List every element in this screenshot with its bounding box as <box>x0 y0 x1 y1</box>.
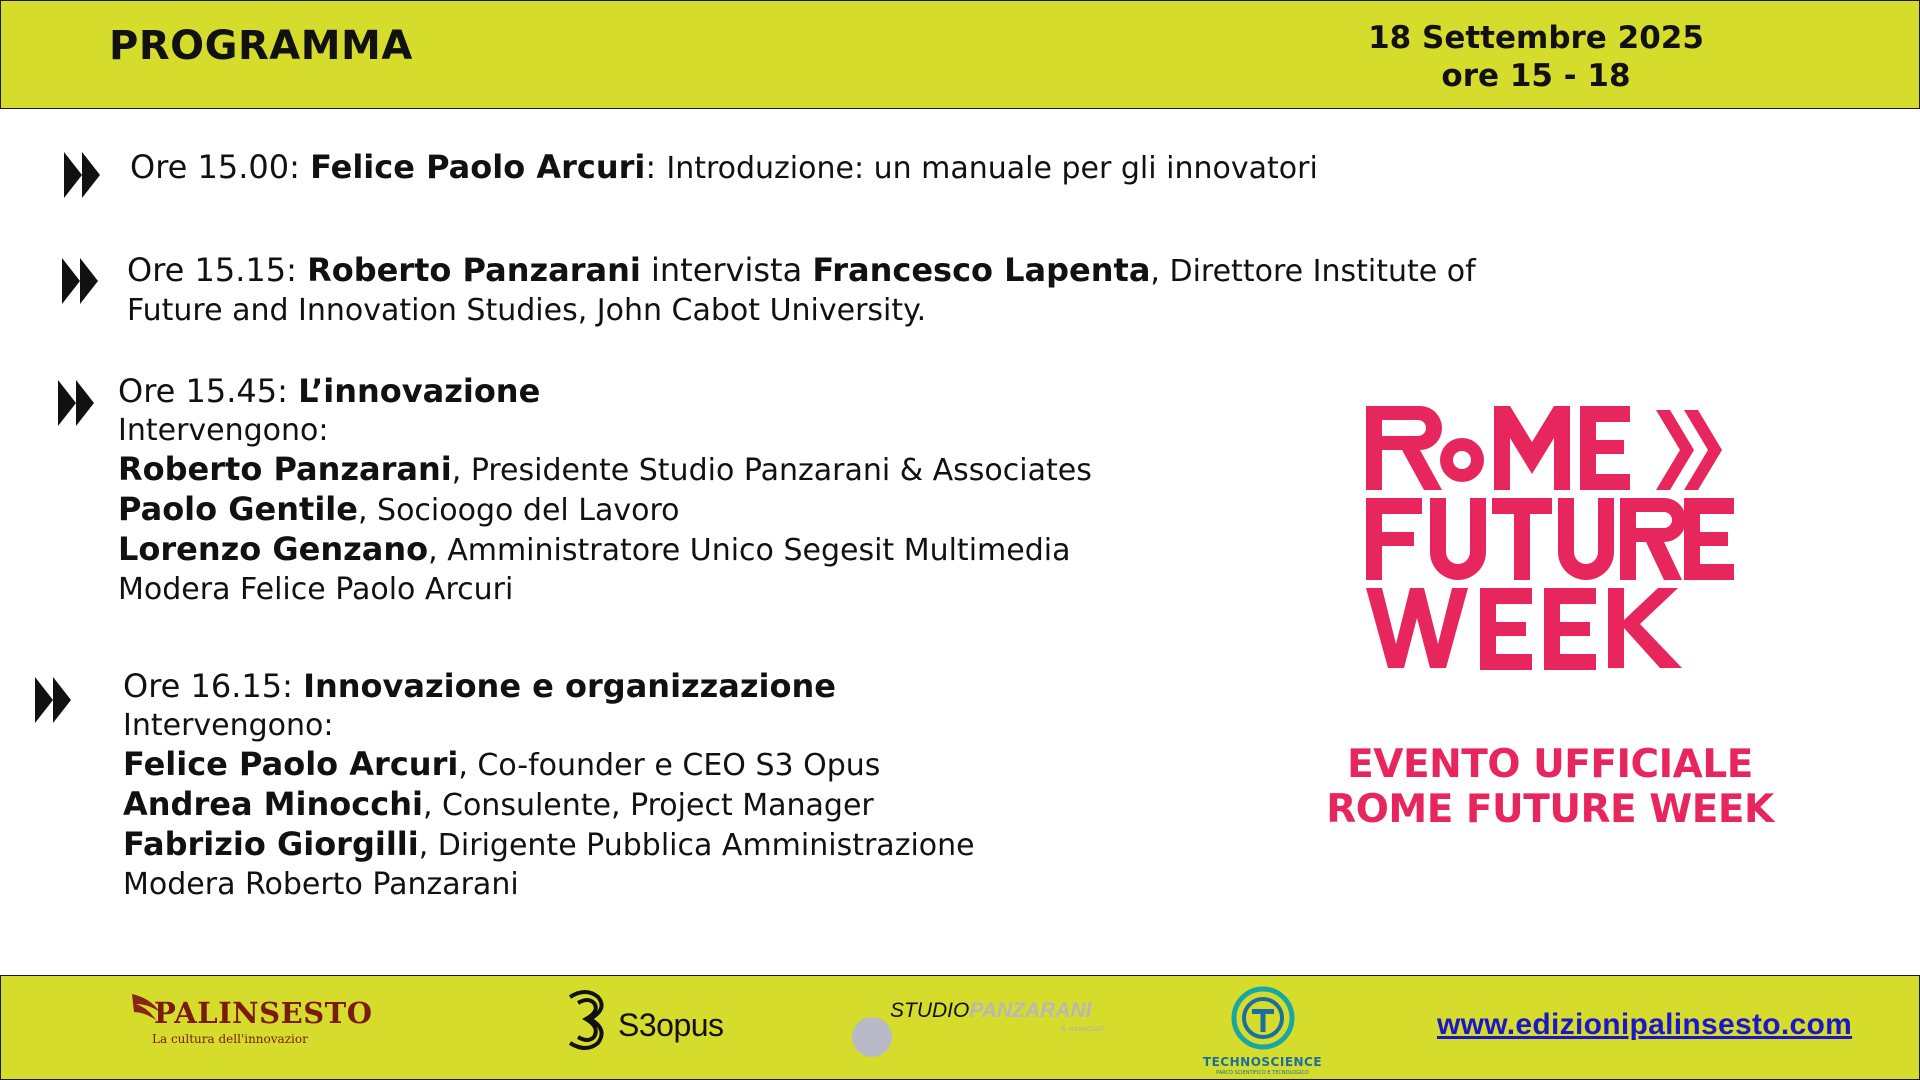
item-time: Ore 16.15: <box>123 667 304 705</box>
speaker-name: Felice Paolo Arcuri <box>123 745 459 783</box>
program-item-2 <box>127 251 1476 330</box>
palinsesto-name: PALINSESTO <box>154 996 373 1030</box>
program-item-4 <box>123 667 975 904</box>
speaker-name: Fabrizio Giorgilli <box>123 825 419 863</box>
speaker-name: Paolo Gentile <box>118 490 358 528</box>
double-arrow-icon <box>33 675 73 725</box>
interviewer-name: Roberto Panzarani <box>307 251 641 289</box>
moderator: Modera Felice Paolo Arcuri <box>118 572 514 607</box>
speaker-name: Andrea Minocchi <box>123 785 423 823</box>
double-arrow-icon <box>60 256 100 306</box>
double-arrow-icon <box>62 150 102 200</box>
speaker-name: Lorenzo Genzano <box>118 530 429 568</box>
item-heading <box>123 667 975 706</box>
studio-name <box>890 999 1091 1023</box>
technoscience-mark-icon <box>1230 985 1296 1051</box>
item-verb: intervista <box>640 251 813 289</box>
double-arrow-icon <box>56 378 96 428</box>
speaker-role: , Presidente Studio Panzarani & Associates <box>451 453 1092 488</box>
speaker-role: , Dirigente Pubblica Amministrazione <box>418 828 975 863</box>
studio-name-part2: PANZARANI <box>969 999 1092 1022</box>
interviewee-role-continued: Future and Innovation Studies, John Cabot University. <box>127 293 927 328</box>
speaker-role: , Amministratore Unico Segesit Multimedia <box>428 533 1071 568</box>
studio-subtitle: & associati <box>1060 1024 1104 1033</box>
event-hours: ore 15 - 18 <box>1441 58 1631 94</box>
studio-name-part1: STUDIO <box>890 999 970 1022</box>
technoscience-name: TECHNOSCIENCE <box>1202 1055 1323 1069</box>
item-description: Introduzione: un manuale per gli innovatori <box>666 151 1318 186</box>
speaker-role: , Consulente, Project Manager <box>422 788 874 823</box>
speaker-name: Felice Paolo Arcuri <box>310 148 646 186</box>
palinsesto-logo <box>130 990 373 1058</box>
program-item-1 <box>130 148 1318 188</box>
event-date: 18 Settembre 2025 <box>1368 20 1704 56</box>
speaker-line <box>118 490 1092 530</box>
item-line <box>127 251 1476 291</box>
arrow-badge-icon <box>852 1017 892 1057</box>
speaker-line <box>118 530 1092 570</box>
moderator: Modera Roberto Panzarani <box>123 867 519 902</box>
s3opus-name: S3opus <box>618 1007 724 1043</box>
speaker-line <box>123 785 975 825</box>
studio-panzarani-logo <box>850 995 1110 1057</box>
palinsesto-tagline: La cultura dell'innovazior <box>152 1032 308 1046</box>
official-event-label <box>1320 742 1780 832</box>
technoscience-subtitle: PARCO SCIENTIFICO E TECNOLOGICO <box>1216 1070 1309 1076</box>
item-time: Ore 15.45: <box>118 372 299 410</box>
item-heading <box>118 372 1092 411</box>
speaker-line <box>118 450 1092 490</box>
program-item-3 <box>118 372 1092 609</box>
header-bar <box>0 0 1920 109</box>
speakers-intro: Intervengono: <box>118 413 329 448</box>
event-date-block <box>1336 19 1736 95</box>
item-time: Ore 15.00: <box>130 148 311 186</box>
technoscience-logo <box>1200 985 1325 1077</box>
website-link[interactable]: www.edizionipalinsesto.com <box>1437 1008 1853 1041</box>
s3-mark-icon <box>560 985 612 1055</box>
s3opus-logo <box>560 985 730 1055</box>
page-title: PROGRAMMA <box>109 23 413 69</box>
speaker-name: Roberto Panzarani <box>118 450 452 488</box>
rome-future-week-logo <box>1362 402 1738 670</box>
speaker-line <box>123 825 975 865</box>
item-topic: L’innovazione <box>298 372 541 410</box>
official-line-1: EVENTO UFFICIALE <box>1347 742 1753 787</box>
interviewee-name: Francesco Lapenta <box>812 251 1151 289</box>
item-topic: Innovazione e organizzazione <box>303 667 836 705</box>
official-line-2: ROME FUTURE WEEK <box>1326 787 1774 832</box>
speakers-intro: Intervengono: <box>123 708 334 743</box>
interviewee-role: , Direttore Institute of <box>1150 254 1476 289</box>
speaker-role: , Socioogo del Lavoro <box>357 493 680 528</box>
speaker-line <box>123 745 975 785</box>
item-time: Ore 15.15: <box>127 251 308 289</box>
separator: : <box>645 148 667 186</box>
speaker-role: , Co-founder e CEO S3 Opus <box>458 748 881 783</box>
